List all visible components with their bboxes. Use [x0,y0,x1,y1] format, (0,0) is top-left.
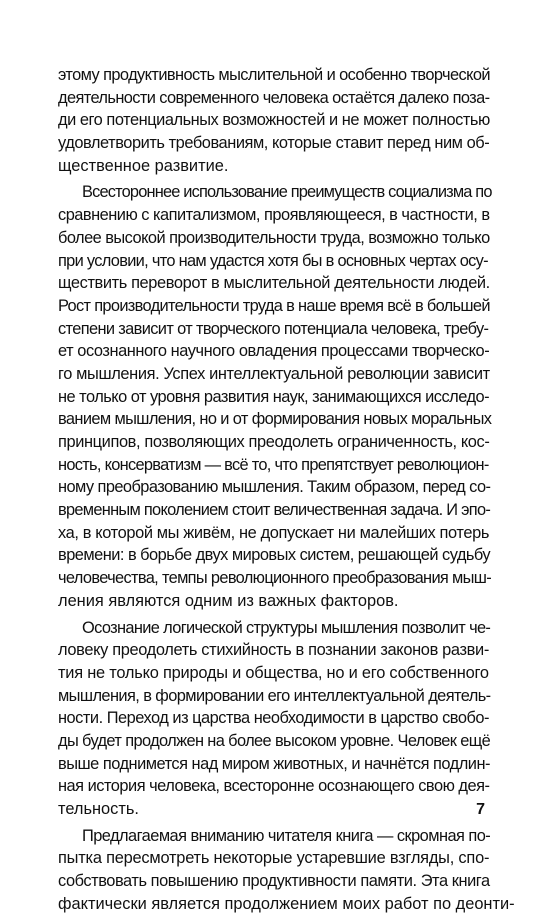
text-line: ды будет продолжен на более высоком уровне. Человек ещё [58,731,491,750]
text-line: Осознание логической структуры мышления позволит че- [82,618,491,637]
text-line: этому продуктивность мыслительной и особенно творческой [58,66,490,84]
text-line: времени: в борьбе двух мировых систем, решающей судьбу [58,546,491,565]
text-line: удовлетворить требованиям, которые ставит перед ним об- [58,134,490,153]
paragraph [58,181,492,612]
text-line: более высокой производительности труда, возможно только [58,228,490,247]
text-line: собствовать повышению продуктивности памяти. Эта книга [58,872,490,891]
paragraph [58,825,515,915]
text-line: при условии, что нам удастся хотя бы в основных чертах осу- [58,251,488,270]
paragraph [58,64,489,177]
text-line: щественное развитие. [58,156,229,175]
text-line: Предлагаемая вниманию читателя книга — скромная по- [82,826,491,845]
text-line: ности. Переход из царства необходимости в царство свобо- [58,709,489,728]
text-line: Всестороннее использование преимуществ социализма по [82,183,492,202]
page-body-text [58,64,515,915]
text-line: го мышления. Успех интеллектуальной революции зависит [58,364,490,383]
text-line: не только от уровня развития наук, занимающихся исследо- [58,387,490,406]
text-line: фактически является продолжением моих работ по деонти- [58,894,515,913]
text-line: Рост производительности труда в наше время всё в большей [58,296,490,315]
text-line: деятельности современного человека остаётся далеко поза- [58,88,490,107]
text-line: ному преобразованию мышления. Таким образом, перед со- [58,478,491,497]
text-line: принципов, позволяющих преодолеть ограниченность, кос- [58,433,490,451]
text-line: ет осознанного научного овладения процессами творческо- [58,342,490,361]
paragraph-container [58,64,515,915]
text-line: ления являются одним из важных факторов. [58,591,399,610]
text-line: ществить переворот в мыслительной деятельности людей. [58,274,490,293]
text-line: выше поднимется над миром животных, и начнётся подлин- [58,754,490,773]
text-line: тия не только природы и общества, но и его собственного [58,663,489,682]
text-line: ная история человека, всесторонне осознающего свою дея- [58,777,490,796]
text-line: тельность. [58,800,139,818]
text-line: ди его потенциальных возможностей и не может полностью [58,111,490,130]
page-number: 7 [476,801,485,818]
text-line: ность, консерватизм — всё то, что препятствует революцион- [58,455,489,474]
text-line: степени зависит от творческого потенциала человека, требу- [58,319,489,338]
text-line: мышления, в формировании его интеллектуальной деятель- [58,686,491,705]
text-line: сравнению с капитализмом, проявляющееся, в частности, в [58,206,490,225]
text-line: ха, в которой мы живём, не допускает ни малейших потерь [58,523,490,542]
text-line: человечества, темпы революционного преобразования мыш- [58,569,492,588]
text-line: пытка пересмотреть некоторые устаревшие взгляды, спо- [58,849,490,868]
text-line: ванием мышления, но и от формирования новых моральных [58,410,492,429]
text-line: ловеку преодолеть стихийность в познании законов разви- [58,641,489,660]
text-line: временным поколением стоит величественная задача. И эпо- [58,501,491,520]
paragraph [58,617,489,821]
